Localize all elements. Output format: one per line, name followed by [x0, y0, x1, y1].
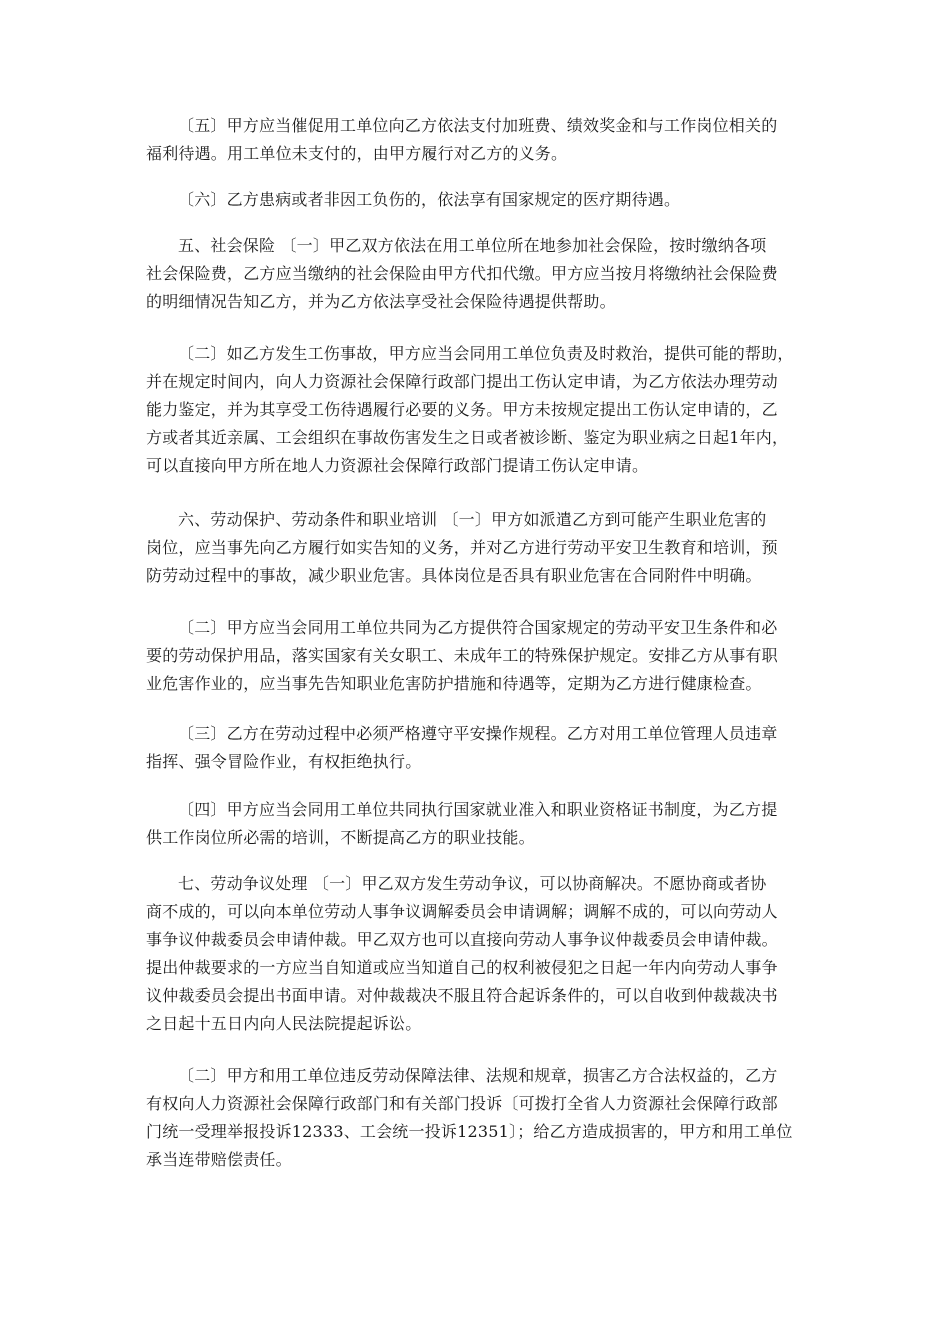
text-line: 〔六〕乙方患病或者非因工负伤的，依法享有国家规定的医疗期待遇。: [178, 190, 681, 209]
paragraph-overtime-pay: [146, 112, 806, 168]
text-line: 商不成的，可以向本单位劳动人事争议调解委员会申请调解；调解不成的，可以向劳动人: [146, 902, 778, 921]
text-line: 防劳动过程中的事故，减少职业危害。具体岗位是否具有职业危害在合同附件中明确。: [146, 566, 762, 585]
text-line: 〔四〕甲方应当会同用工单位共同执行国家就业准入和职业资格证书制度，为乙方提: [178, 800, 778, 819]
section-heading-line: 七、劳动争议处理 〔一〕甲乙双方发生劳动争议，可以协商解决。不愿协商或者协: [178, 874, 767, 893]
text-line: 有权向人力资源社会保障行政部门和有关部门投诉〔可拨打全省人力资源社会保障行政部: [146, 1094, 778, 1113]
text-line: 供工作岗位所必需的培训，不断提高乙方的职业技能。: [146, 828, 535, 847]
text-line: 之日起十五日内向人民法院提起诉讼。: [146, 1014, 422, 1033]
text-line: 岗位，应当事先向乙方履行如实告知的义务，并对乙方进行劳动平安卫生教育和培训，预: [146, 538, 778, 557]
text-line: 〔三〕乙方在劳动过程中必须严格遵守平安操作规程。乙方对用工单位管理人员违章: [178, 724, 778, 743]
text-line: 能力鉴定，并为其享受工伤待遇履行必要的义务。甲方未按规定提出工伤认定申请的，乙: [146, 400, 778, 419]
text-line: 〔二〕如乙方发生工伤事故，甲方应当会同用工单位负责及时救治，提供可能的帮助，: [178, 344, 794, 363]
text-line: 并在规定时间内，向人力资源社会保障行政部门提出工伤认定申请，为乙方依法办理劳动: [146, 372, 778, 391]
paragraph-complaints: [146, 1062, 806, 1174]
text-line: 提出仲裁要求的一方应当自知道或应当知道自己的权利被侵犯之日起一年内向劳动人事争: [146, 958, 778, 977]
paragraph-labor-protection: [146, 506, 806, 590]
text-line: 的明细情况告知乙方，并为乙方依法享受社会保险待遇提供帮助。: [146, 292, 616, 311]
text-line: 事争议仲裁委员会申请仲裁。甲乙双方也可以直接向劳动人事争议仲裁委员会申请仲裁。: [146, 930, 778, 949]
section-heading-line: 六、劳动保护、劳动条件和职业培训 〔一〕甲方如派遣乙方到可能产生职业危害的: [178, 510, 767, 529]
paragraph-work-injury: [146, 340, 806, 480]
text-line: 可以直接向甲方所在地人力资源社会保障行政部门提请工伤认定申请。: [146, 456, 649, 475]
paragraph-safety-rules: [146, 720, 806, 776]
text-line: 议仲裁委员会提出书面申请。对仲裁裁决不服且符合起诉条件的，可以自收到仲裁裁决书: [146, 986, 778, 1005]
paragraph-medical-leave: [146, 186, 806, 214]
text-line: 社会保险费，乙方应当缴纳的社会保险由甲方代扣代缴。甲方应当按月将缴纳社会保险费: [146, 264, 778, 283]
text-line: 〔二〕甲方和用工单位违反劳动保障法律、法规和规章，损害乙方合法权益的，乙方: [178, 1066, 778, 1085]
text-line: 业危害作业的，应当事先告知职业危害防护措施和待遇等，定期为乙方进行健康检查。: [146, 674, 762, 693]
paragraph-training: [146, 796, 806, 852]
section-heading-line: 五、社会保险 〔一〕甲乙双方依法在用工单位所在地参加社会保险，按时缴纳各项: [178, 236, 767, 255]
text-line: 〔五〕甲方应当催促用工单位向乙方依法支付加班费、绩效奖金和与工作岗位相关的: [178, 116, 778, 135]
text-line: 方或者其近亲属、工会组织在事故伤害发生之日或者被诊断、鉴定为职业病之日起1年内，: [146, 428, 789, 447]
text-line: 指挥、强令冒险作业，有权拒绝执行。: [146, 752, 422, 771]
text-line: 福利待遇。用工单位未支付的，由甲方履行对乙方的义务。: [146, 144, 568, 163]
paragraph-labor-dispute: [146, 870, 806, 1038]
paragraph-safety-conditions: [146, 614, 806, 698]
paragraph-social-insurance: [146, 232, 806, 316]
text-line: 门统一受理举报投诉12333、工会统一投诉12351〕；给乙方造成损害的，甲方和用工单位: [146, 1122, 793, 1141]
text-line: 承当连带赔偿责任。: [146, 1150, 292, 1169]
text-line: 〔二〕甲方应当会同用工单位共同为乙方提供符合国家规定的劳动平安卫生条件和必: [178, 618, 778, 637]
text-line: 要的劳动保护用品，落实国家有关女职工、未成年工的特殊保护规定。安排乙方从事有职: [146, 646, 778, 665]
